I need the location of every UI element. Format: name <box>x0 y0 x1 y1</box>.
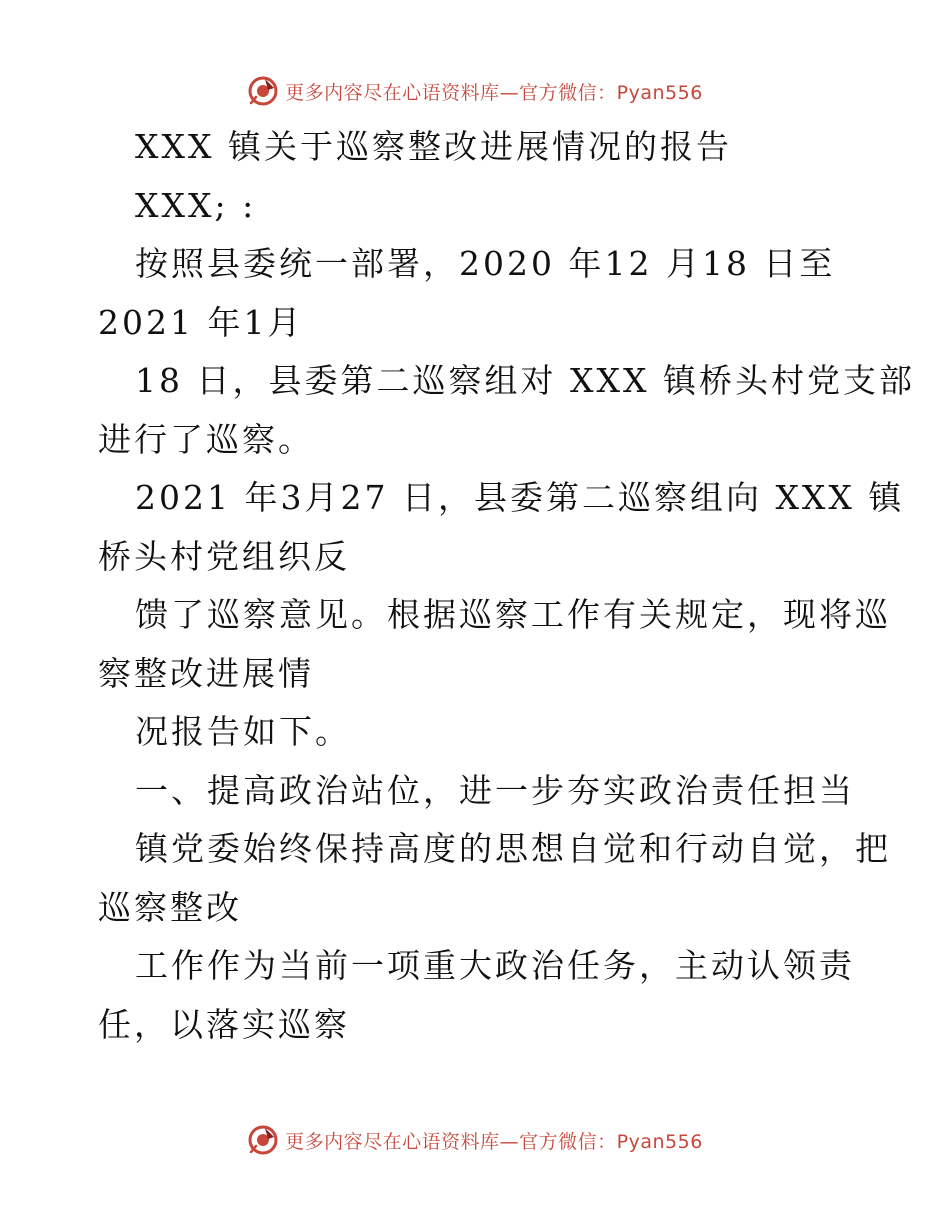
paragraph-line: 进行了巡察。 <box>98 419 314 459</box>
paragraph-line: 按照县委统一部署，2020 年12 月18 日至 <box>135 244 836 283</box>
paragraph-line: 桥头村党组织反 <box>98 536 350 576</box>
paragraph-line: 2021 年1月 <box>98 302 304 342</box>
paragraph-line: 察整改进展情 <box>98 653 314 693</box>
document-title: XXX 镇关于巡察整改进展情况的报告 <box>135 127 732 166</box>
paragraph-line: 任，以落实巡察 <box>98 1004 350 1044</box>
pen-circle-logo-icon <box>247 75 279 107</box>
paragraph-line: 2021 年3月27 日，县委第二巡察组向 XXX 镇 <box>135 478 905 517</box>
paragraph-line: 况报告如下。 <box>135 712 351 751</box>
header-banner <box>0 71 950 111</box>
header-banner-text: 更多内容尽在心语资料库—官方微信：Pyan556 <box>285 81 703 104</box>
pen-circle-logo-icon <box>247 1124 279 1156</box>
paragraph-line: 馈了巡察意见。根据巡察工作有关规定，现将巡 <box>135 595 891 634</box>
document-body <box>98 118 915 1054</box>
salutation: XXX; : <box>135 185 257 225</box>
paragraph-line: 巡察整改 <box>98 887 242 927</box>
footer-banner <box>0 1120 950 1160</box>
paragraph-line: 工作作为当前一项重大政治任务，主动认领责 <box>135 946 855 985</box>
section-heading: 一、提高政治站位，进一步夯实政治责任担当 <box>135 770 855 810</box>
paragraph-line: 18 日，县委第二巡察组对 XXX 镇桥头村党支部 <box>135 361 915 400</box>
paragraph-line: 镇党委始终保持高度的思想自觉和行动自觉，把 <box>135 829 891 868</box>
footer-banner-text: 更多内容尽在心语资料库—官方微信：Pyan556 <box>285 1130 703 1153</box>
